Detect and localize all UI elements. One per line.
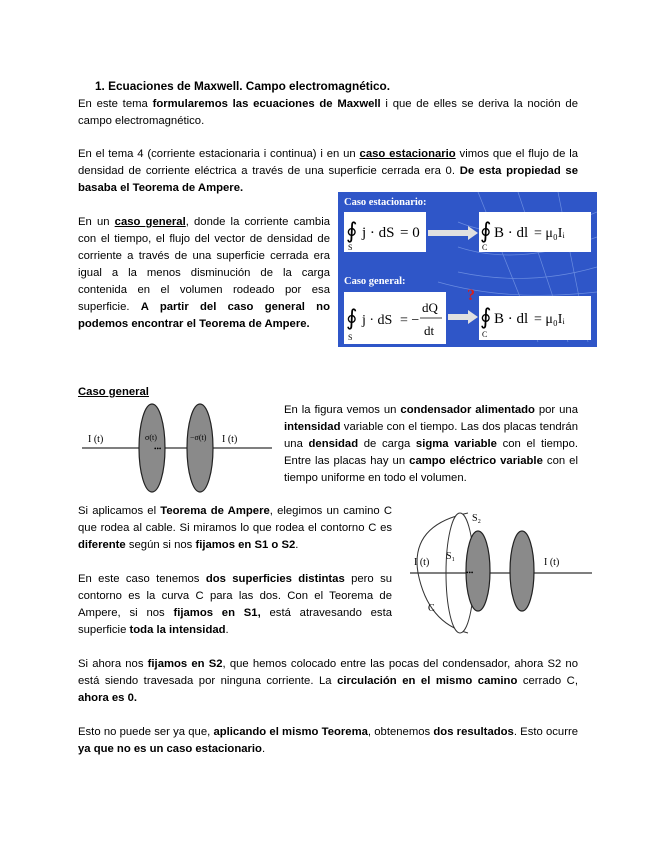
dos-superficies-paragraph: En este caso tenemos dos superficies distintas pero su contorno es la curva C para las dos. Con el Teorema de Ampere, si nos fijamos en S1, está atravesando esta superficie toda la intensidad. <box>78 573 392 636</box>
final-paragraph: Esto no puede ser ya que, aplicando el mismo Teorema, obtenemos dos resultados. Esto ocurre ya que no es un caso estacionario. <box>78 726 579 755</box>
eq1-rhs: = 0 <box>400 225 420 241</box>
surfaces-figure <box>410 505 595 640</box>
eq3-subscript: S <box>348 333 353 342</box>
integral-sign-2: ∮ <box>480 218 492 243</box>
eq2-subscript: C <box>482 243 488 252</box>
intro-paragraph: En este tema formularemos las ecuaciones de Maxwell i que de elles se deriva la noción de campo electromagnético. <box>78 98 578 127</box>
caso-general-title: Caso general <box>78 386 149 398</box>
eq4-integrand: B · dl <box>494 311 529 327</box>
eq3-denominator: dt <box>424 323 435 338</box>
eq3-numerator: dQ <box>422 300 438 315</box>
equations-figure <box>338 192 597 347</box>
label-s2: S₂ <box>472 513 482 524</box>
label-caso-general: Caso general: <box>344 276 406 287</box>
label-s1: S₁ <box>446 551 456 562</box>
label-current-left-2: I (t) <box>414 557 430 568</box>
label-minus-sigma: −σ(t) <box>190 433 207 442</box>
plate-right <box>187 404 213 492</box>
eq3-rhs: = − <box>400 313 420 328</box>
eq2-rhs: = μ₀Iᵢ <box>534 226 565 241</box>
integral-sign-1: ∮ <box>346 218 358 243</box>
s2-paragraph: Si ahora nos fijamos en S2, que hemos colocado entre las pocas del condensador, ahora S2 no está siendo travesada por ninguna corriente. La circulación en el mismo camino cerrado C, ahora es 0. <box>78 658 578 704</box>
eq4-rhs: = μ₀Iᵢ <box>534 312 565 327</box>
eq1-subscript: S <box>348 243 353 252</box>
plate-right-2 <box>510 531 534 611</box>
eq4-subscript: C <box>482 330 488 339</box>
eq1-integrand: j · dS <box>362 225 395 241</box>
dots-2: ••• <box>466 569 474 577</box>
integral-sign-4: ∮ <box>480 304 492 329</box>
caso-general-paragraph: En un caso general, donde la corriente cambia con el tiempo, el flujo del vector de densidad de corriente a través de una superficie cerrada era igual a la menos disminución de la carga contenida en el volumen rodeado por esa superficie. A partir del caso general no podemos encontrar el Teorema de Ampere. <box>78 216 330 330</box>
integral-sign-3: ∮ <box>346 305 358 330</box>
label-current-left: I (t) <box>88 434 104 445</box>
eq2-integrand: B · dl <box>494 225 529 241</box>
label-caso-estacionario: Caso estacionario: <box>344 197 427 208</box>
label-c: C <box>428 603 435 614</box>
section-heading: 1. Ecuaciones de Maxwell. Campo electromagnético. <box>95 79 391 93</box>
tema4-paragraph: En el tema 4 (corriente estacionaria i continua) i en un caso estacionario vimos que el flujo de la densidad de corriente eléctrica a través de una superficie cerrada era 0. De esta propiedad se basaba el Teorema de Ampere. <box>78 148 579 194</box>
eq3-integrand: j · dS <box>362 313 393 328</box>
ampere-paragraph: Si aplicamos el Teorema de Ampere, elegimos un camino C que rodea al cable. Si miramos lo que rodea el contorno C es diferente según si nos fijamos en S1 o S2. <box>78 505 393 551</box>
capacitor-figure <box>82 400 274 495</box>
dots: ••• <box>154 445 162 453</box>
label-sigma: σ(t) <box>145 433 157 442</box>
label-current-right-2: I (t) <box>544 557 560 568</box>
condensador-paragraph: En la figura vemos un condensador alimentado por una intensidad variable con el tiempo. Las dos placas tendrán una densidad de carga sigma variable con el tiempo. Entre las placas hay un campo eléctrico variable con el tiempo uniforme en todo el volumen. <box>284 404 578 484</box>
question-mark: ? <box>467 287 475 304</box>
label-current-right: I (t) <box>222 434 238 445</box>
